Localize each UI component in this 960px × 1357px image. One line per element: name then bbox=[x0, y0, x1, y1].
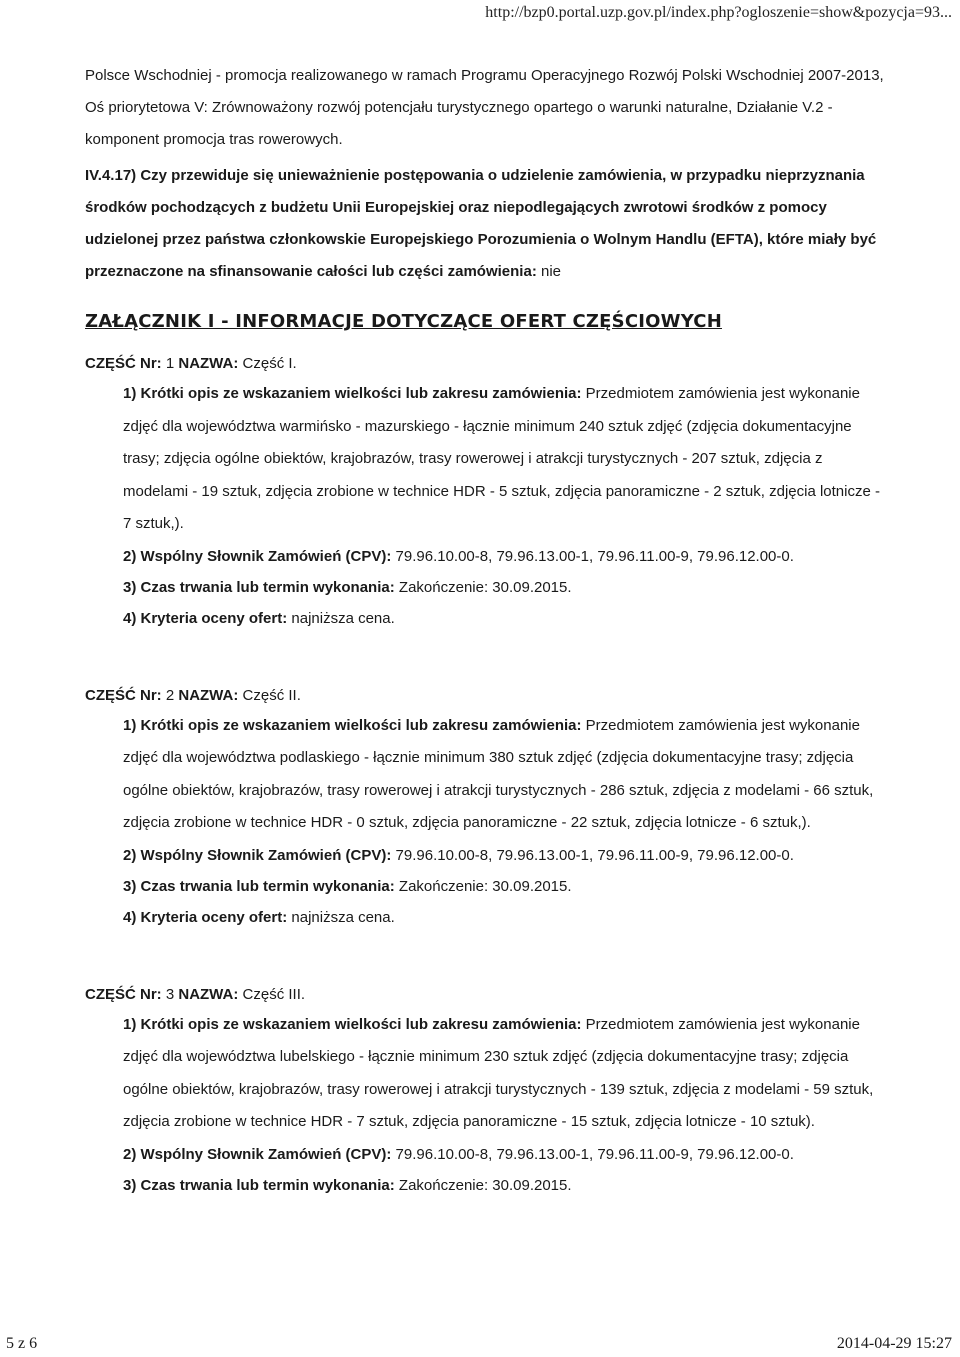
cpv-value: 79.96.10.00-8, 79.96.13.00-1, 79.96.11.00-9, 79.96.12.00-0. bbox=[395, 547, 794, 565]
part-nr-value: 1 bbox=[165, 355, 175, 372]
part-description bbox=[123, 1009, 885, 1139]
part-nr-label: CZĘŚĆ Nr: bbox=[85, 686, 162, 704]
cpv-value: 79.96.10.00-8, 79.96.13.00-1, 79.96.11.00-9, 79.96.12.00-0. bbox=[395, 846, 794, 864]
section-iv-value: nie bbox=[540, 263, 562, 280]
section-iv-label: IV.4.17) Czy przewiduje się unieważnienie postępowania o udzielenie zamówienia, w przypadku nieprzyznania środków pochodzących z budżetu Unii Europejskiej oraz niepodlegających zwrotowi środków z pomocy udzielonej przez państwa członkowskie Europejskiego Porozumienia o Wolnym Handlu (EFTA), które miały być przeznaczone na sfinansowanie całości lub części zamówienia: bbox=[85, 167, 877, 280]
part-criteria bbox=[123, 603, 885, 634]
criteria-label: 4) Kryteria oceny ofert: bbox=[123, 908, 288, 926]
part-nr-value: 3 bbox=[165, 985, 175, 1003]
annex-heading: ZAŁĄCZNIK I - INFORMACJE DOTYCZĄCE OFERT CZĘŚCIOWYCH bbox=[85, 311, 722, 332]
part-nr-value: 2 bbox=[165, 686, 175, 704]
part-name-value: Część III. bbox=[242, 985, 306, 1003]
time-label: 3) Czas trwania lub termin wykonania: bbox=[123, 578, 395, 596]
part-time bbox=[123, 871, 885, 902]
part-2 bbox=[85, 682, 885, 933]
time-label: 3) Czas trwania lub termin wykonania: bbox=[123, 877, 395, 895]
cpv-value: 79.96.10.00-8, 79.96.13.00-1, 79.96.11.00-9, 79.96.12.00-0. bbox=[395, 1145, 794, 1163]
part-name-value: Część II. bbox=[242, 686, 301, 704]
print-datetime: 2014-04-29 15:27 bbox=[836, 1335, 952, 1352]
part-nr-label: CZĘŚĆ Nr: bbox=[85, 355, 162, 372]
part-3 bbox=[85, 981, 885, 1201]
time-value: Zakończenie: 30.09.2015. bbox=[398, 578, 572, 596]
desc-value: Przedmiotem zamówienia jest wykonanie zdjęć dla województwa podlaskiego - łącznie minimum 380 sztuk zdjęć (zdjęcia dokumentacyjne trasy; zdjęcia ogólne obiektów, krajobrazów, trasy rowerowej i atrakcji turystycznych - 286 sztuk, zdjęcia z modelami - 66 sztuk, zdjęcia zrobione w technice HDR - 0 sztuk, zdjęcia panoramiczne - 22 sztuk, zdjęcia lotnicze - 6 sztuk,). bbox=[123, 716, 874, 831]
desc-label: 1) Krótki opis ze wskazaniem wielkości lub zakresu zamówienia: bbox=[123, 385, 582, 402]
section-iv-4-17 bbox=[85, 160, 885, 288]
desc-label: 1) Krótki opis ze wskazaniem wielkości lub zakresu zamówienia: bbox=[123, 716, 582, 734]
intro-paragraph: Polsce Wschodniej - promocja realizowanego w ramach Programu Operacyjnego Rozwój Polski Wschodniej 2007-2013, Oś priorytetowa V: Zrównoważony rozwój potencjału turystycznego opartego o warunki naturalne, Działanie V.2 - komponent promocja tras rowerowych. bbox=[85, 67, 884, 148]
part-1 bbox=[85, 350, 885, 634]
desc-value: Przedmiotem zamówienia jest wykonanie zdjęć dla województwa lubelskiego - łącznie minimum 230 sztuk zdjęć (zdjęcia dokumentacyjne trasy; zdjęcia ogólne obiektów, krajobrazów, trasy rowerowej i atrakcji turystycznych - 139 sztuk, zdjęcia z modelami - 59 sztuk, zdjęcia zrobione w technice HDR - 7 sztuk, zdjęcia panoramiczne - 15 sztuk, zdjęcia lotnicze - 10 sztuk). bbox=[123, 1015, 874, 1130]
part-title bbox=[85, 682, 885, 710]
part-name-label: NAZWA: bbox=[178, 355, 239, 372]
part-cpv bbox=[123, 840, 885, 871]
part-cpv bbox=[123, 541, 885, 572]
part-body bbox=[123, 378, 885, 634]
part-time bbox=[123, 1170, 885, 1201]
time-value: Zakończenie: 30.09.2015. bbox=[398, 1176, 572, 1194]
cpv-label: 2) Wspólny Słownik Zamówień (CPV): bbox=[123, 1145, 392, 1163]
part-name-value: Część I. bbox=[242, 355, 297, 372]
criteria-value: najniższa cena. bbox=[291, 908, 395, 926]
cpv-label: 2) Wspólny Słownik Zamówień (CPV): bbox=[123, 547, 392, 565]
part-time bbox=[123, 572, 885, 603]
part-name-label: NAZWA: bbox=[178, 686, 239, 704]
part-cpv bbox=[123, 1139, 885, 1170]
desc-value: Przedmiotem zamówienia jest wykonanie zdjęć dla województwa warmińsko - mazurskiego - łącznie minimum 240 sztuk zdjęć (zdjęcia dokumentacyjne trasy; zdjęcia ogólne obiektów, krajobrazów, trasy rowerowej i atrakcji turystycznych - 207 sztuk, zdjęcia z modelami - 19 sztuk, zdjęcia zrobione w technice HDR - 5 sztuk, zdjęcia panoramiczne - 2 sztuk, zdjęcia lotnicze - 7 sztuk,). bbox=[123, 385, 880, 532]
document-content bbox=[85, 60, 885, 1201]
time-value: Zakończenie: 30.09.2015. bbox=[398, 877, 572, 895]
desc-label: 1) Krótki opis ze wskazaniem wielkości lub zakresu zamówienia: bbox=[123, 1015, 582, 1033]
page-url: http://bzp0.portal.uzp.gov.pl/index.php?ogloszenie=show&pozycja=93... bbox=[485, 4, 952, 21]
part-description bbox=[123, 710, 885, 840]
part-title bbox=[85, 350, 885, 378]
criteria-label: 4) Kryteria oceny ofert: bbox=[123, 609, 288, 627]
part-description bbox=[123, 378, 885, 541]
part-nr-label: CZĘŚĆ Nr: bbox=[85, 985, 162, 1003]
part-criteria bbox=[123, 902, 885, 933]
time-label: 3) Czas trwania lub termin wykonania: bbox=[123, 1176, 395, 1194]
page-number: 5 z 6 bbox=[6, 1335, 38, 1352]
part-body bbox=[123, 710, 885, 933]
part-body bbox=[123, 1009, 885, 1201]
part-name-label: NAZWA: bbox=[178, 985, 239, 1003]
part-title bbox=[85, 981, 885, 1009]
criteria-value: najniższa cena. bbox=[291, 609, 395, 627]
cpv-label: 2) Wspólny Słownik Zamówień (CPV): bbox=[123, 846, 392, 864]
